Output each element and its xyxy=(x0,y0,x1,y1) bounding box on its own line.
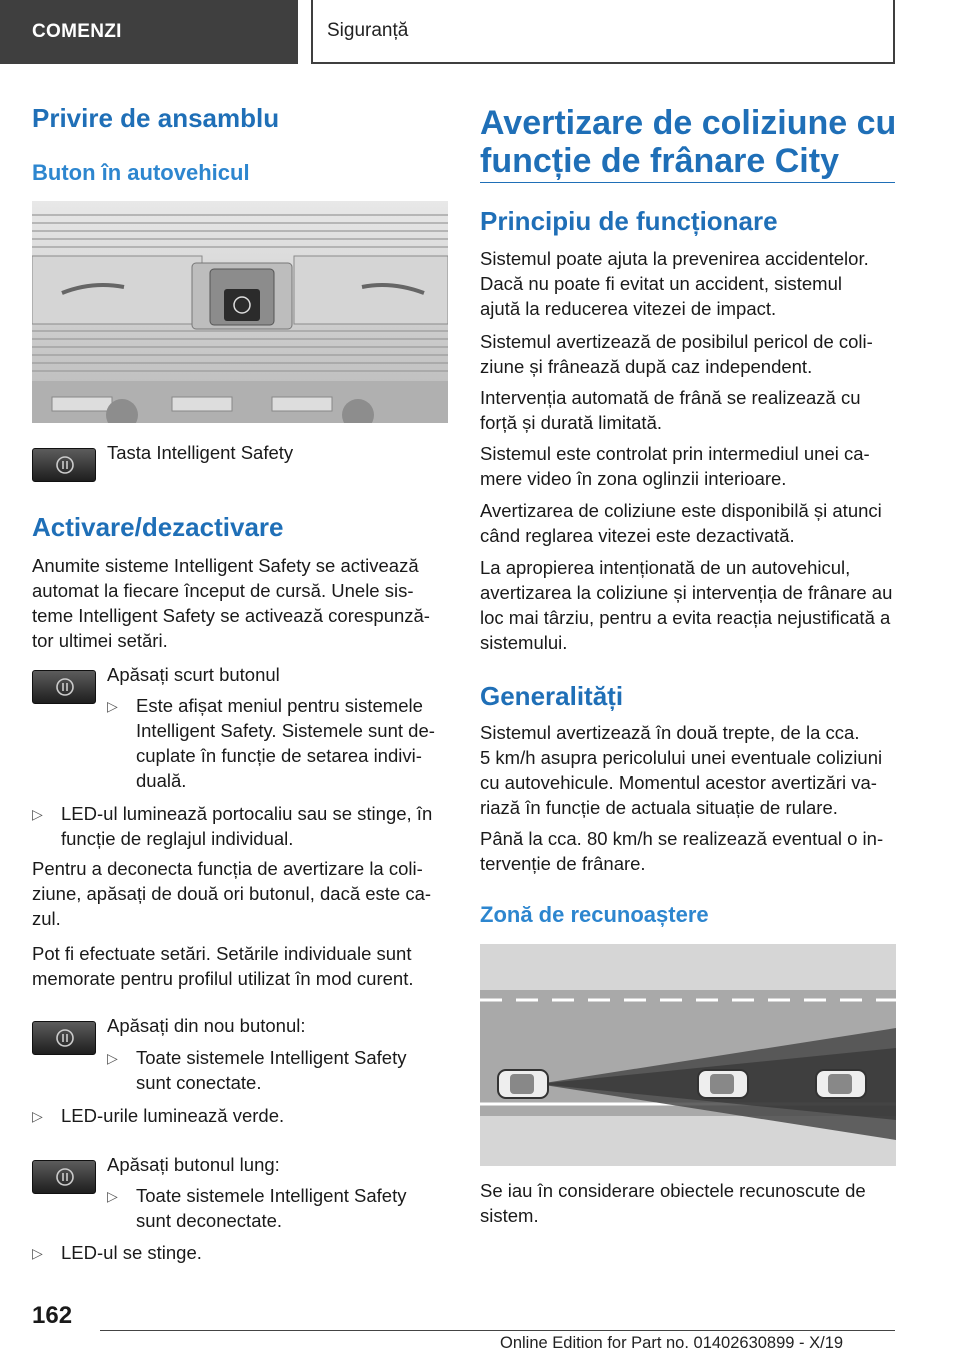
heading-general: Generalități xyxy=(480,681,624,711)
footer-divider xyxy=(100,1330,895,1331)
page-number: 162 xyxy=(32,1302,73,1329)
paragraph-principle-2: Sistemul avertizează de posibilul pericol de coli- ziune și frânează după caz independent. xyxy=(480,331,873,377)
bullet-triangle-icon: ▷ xyxy=(107,1188,118,1204)
press-again-instruction: Apăsați din nou butonul: xyxy=(107,1015,306,1036)
dashboard-button-photo xyxy=(32,201,448,423)
paragraph-activation: Anumite sisteme Intelligent Safety se activează automat la fiecare început de cursă. Unele sis- teme Intelligent Safety se activează corespunză- tor ultimei setări. xyxy=(32,555,430,651)
detection-zone-illustration xyxy=(480,944,896,1166)
paragraph-general-1: Sistemul avertizează în două trepte, de la cca. 5 km/h asupra pericolului unei eventuale coliziuni cu autovehicule. Momentul acestor avertizări va- riază în funcție de actuala situație de rulare. xyxy=(480,722,883,818)
title-divider xyxy=(480,182,895,183)
heading-overview: Privire de ansamblu xyxy=(32,103,280,133)
intelligent-safety-button-icon xyxy=(32,448,96,482)
bullet-led-off: LED-ul se stinge. xyxy=(61,1242,202,1263)
bullet-menu-displayed: Este afișat meniul pentru sistemele Intelligent Safety. Sistemele sunt de- cuplate în funcție de setarea indivi- duală. xyxy=(136,695,435,791)
paragraph-principle-6: La apropierea intenționată de un autovehicul, avertizarea la coliziune și intervenția de frânare au loc mai târziu, pentru a evita reacția nejustificată a sistemului. xyxy=(480,557,893,653)
intelligent-safety-button-icon xyxy=(32,670,96,704)
paragraph-detection-zone: Se iau în considerare obiectele recunoscute de sistem. xyxy=(480,1180,866,1226)
bullet-triangle-icon: ▷ xyxy=(32,1245,43,1261)
press-short-instruction: Apăsați scurt butonul xyxy=(107,664,280,685)
paragraph-principle-4: Sistemul este controlat prin intermediul unei ca- mere video în zona oglinzii interioare. xyxy=(480,443,870,489)
paragraph-principle-3: Intervenția automată de frână se realizează cu forță și durată limitată. xyxy=(480,387,861,433)
intelligent-safety-button-icon xyxy=(32,1160,96,1194)
paragraph-principle-5: Avertizarea de coliziune este disponibilă și atunci când reglarea vitezei este dezactivată. xyxy=(480,500,882,546)
bullet-all-disconnected: Toate sistemele Intelligent Safety sunt deconectate. xyxy=(136,1185,407,1231)
chapter-tab: COMENZI xyxy=(0,0,298,64)
footer-edition: Online Edition for Part no. 01402630899 - X/19 xyxy=(500,1334,844,1352)
bullet-led-orange: LED-ul luminează portocaliu sau se stinge, în funcție de reglajul individual. xyxy=(61,803,433,849)
page-title: Avertizare de coliziune cu funcție de frânare City xyxy=(480,104,897,180)
heading-detection-zone: Zonă de recunoaștere xyxy=(480,902,709,927)
paragraph-general-2: Până la cca. 80 km/h se realizează eventual o in- tervenție de frânare. xyxy=(480,828,884,874)
bullet-triangle-icon: ▷ xyxy=(32,806,43,822)
section-tab: Siguranță xyxy=(311,0,895,64)
bullet-triangle-icon: ▷ xyxy=(107,698,118,714)
bullet-all-connected: Toate sistemele Intelligent Safety sunt conectate. xyxy=(136,1047,407,1093)
press-long-instruction: Apăsați butonul lung: xyxy=(107,1154,280,1175)
paragraph-principle-1: Sistemul poate ajuta la prevenirea accidentelor. Dacă nu poate fi evitat un accident, sistemul ajută la reducerea vitezei de impact. xyxy=(480,248,869,319)
bullet-triangle-icon: ▷ xyxy=(32,1108,43,1124)
intelligent-safety-button-icon xyxy=(32,1021,96,1055)
bullet-led-green: LED-urile luminează verde. xyxy=(61,1105,285,1126)
caption-button: Tasta Intelligent Safety xyxy=(107,442,294,463)
paragraph-settings: Pot fi efectuate setări. Setările individuale sunt memorate pentru profilul utilizat în mod curent. xyxy=(32,943,414,989)
heading-principle: Principiu de funcționare xyxy=(480,206,778,236)
heading-button-in-vehicle: Buton în autovehicul xyxy=(32,160,250,185)
heading-activation: Activare/dezactivare xyxy=(32,512,284,542)
paragraph-deactivate: Pentru a deconecta funcția de avertizare la coli- ziune, apăsați de două ori butonul, dacă este ca- zul. xyxy=(32,858,432,929)
bullet-triangle-icon: ▷ xyxy=(107,1050,118,1066)
